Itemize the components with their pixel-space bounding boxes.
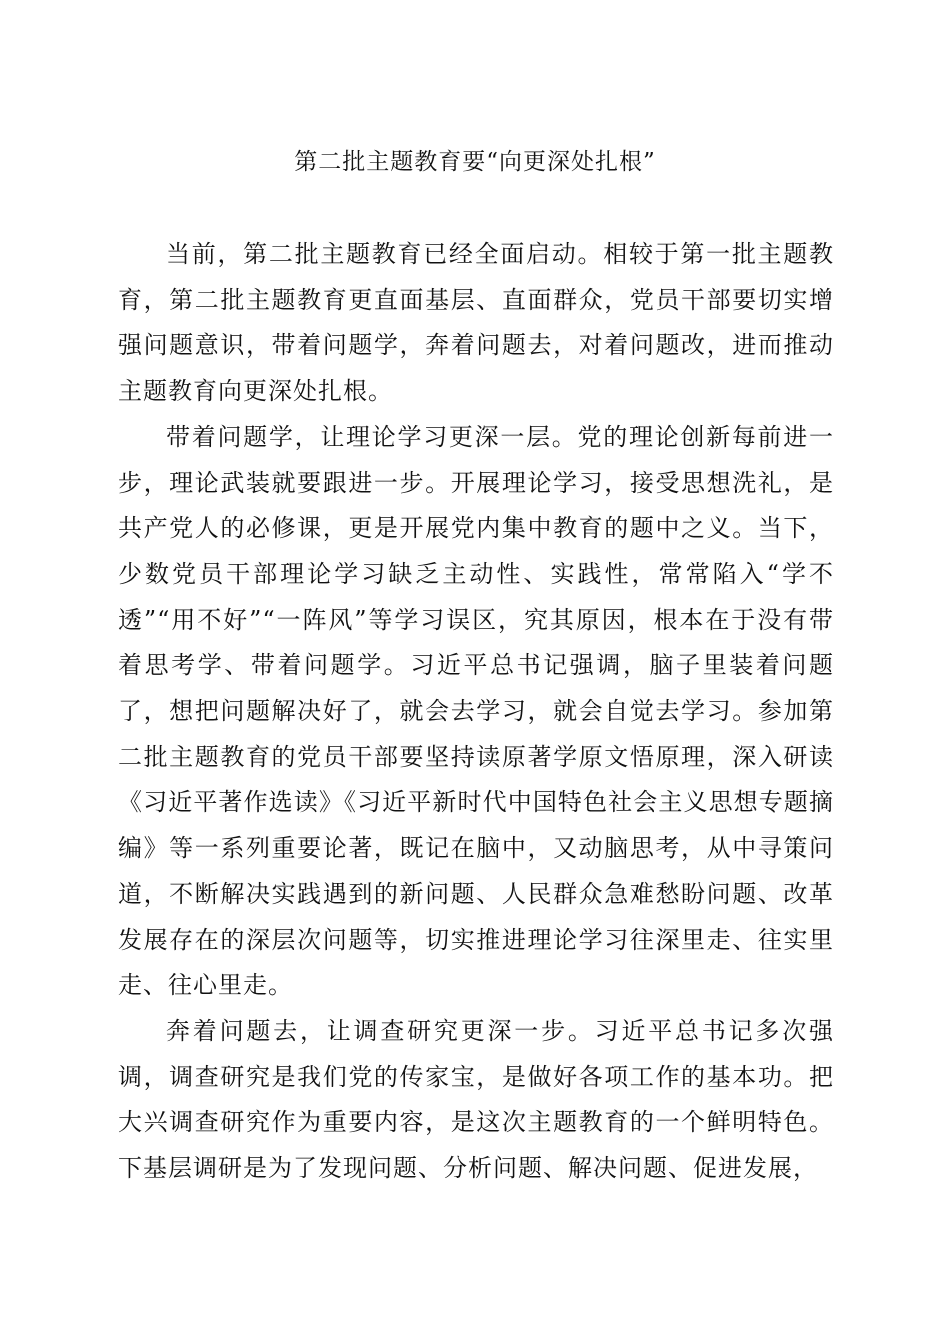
- paragraph-theory-study: 带着问题学，让理论学习更深一层。党的理论创新每前进一步，理论武装就要跟进一步。开展理论学习，接受思想洗礼，是共产党人的必修课，更是开展党内集中教育的题中之义。当下，少数党员干部理论学习缺乏主动性、实践性，常常陷入“学不透”“用不好”“一阵风”等学习误区，究其原因，根本在于没有带着思考学、带着问题学。习近平总书记强调，脑子里装着问题了，想把问题解决好了，就会去学习，就会自觉去学习。参加第二批主题教育的党员干部要坚持读原著学原文悟原理，深入研读《习近平著作选读》《习近平新时代中国特色社会主义思想专题摘编》等一系列重要论著，既记在脑中，又动脑思考，从中寻策问道，不断解决实践遇到的新问题、人民群众急难愁盼问题、改革发展存在的深层次问题等，切实推进理论学习往深里走、往实里走、往心里走。: [118, 422, 834, 1000]
- paragraph-intro: 当前，第二批主题教育已经全面启动。相较于第一批主题教育，第二批主题教育更直面基层、直面群众，党员干部要切实增强问题意识，带着问题学，奔着问题去，对着问题改，进而推动主题教育向更深处扎根。: [118, 240, 834, 406]
- document-title: 第二批主题教育要“向更深处扎根”: [294, 149, 656, 175]
- paragraph-research: 奔着问题去，让调查研究更深一步。习近平总书记多次强调，调查研究是我们党的传家宝，是做好各项工作的基本功。把大兴调查研究作为重要内容，是这次主题教育的一个鲜明特色。下基层调研是为了发现问题、分析问题、解决问题、促进发展，: [118, 1016, 834, 1183]
- document-body: [118, 232, 834, 1192]
